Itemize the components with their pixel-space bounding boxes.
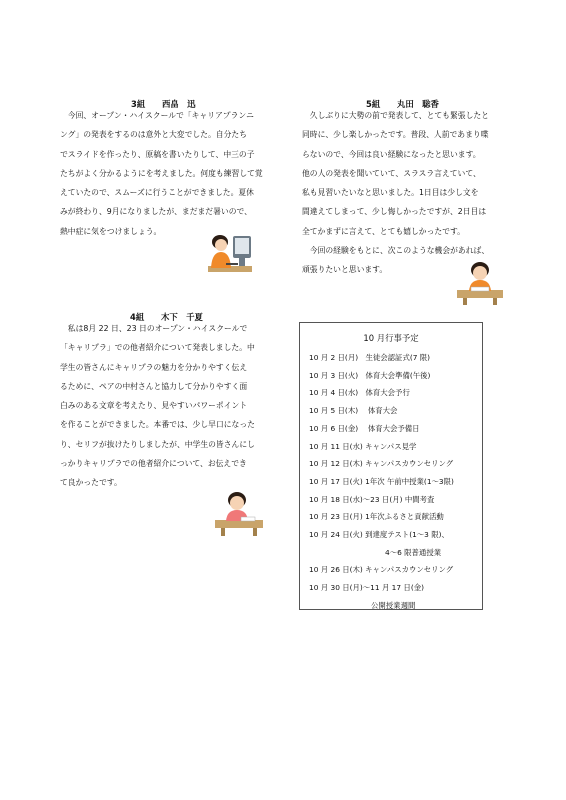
section4-line: 私は8月 22 日、23 日のオープン・ハイスクールで (60, 324, 248, 333)
section5-line: 私も見習いたいなと思いました。1日目は少し文を (302, 188, 479, 198)
section5-paragraph (302, 106, 489, 280)
schedule-row: 10 月 18 日(水)～23 日(月) 中間考査 (309, 494, 435, 504)
section3-line: みが終わり、9月になりましたが、まだまだ暑いので、 (60, 207, 252, 217)
section3-paragraph (60, 106, 263, 241)
section4-line: を作ることができました。本番では、少し早口になった (60, 420, 255, 430)
schedule-title: 10 月行事予定 (363, 333, 419, 343)
schedule-row-continued: 公開授業週間 (371, 600, 416, 610)
section3-line: えていたので、スムーズに行うことができました。夏休 (60, 188, 254, 198)
section4-paragraph (60, 319, 255, 493)
girl-studying-illustration-2 (213, 490, 265, 538)
section4-line: 学生の皆さんにキャリプラの魅力を分かりやすく伝え (60, 362, 248, 372)
section4-line: っかりキャリプラでの他者紹介について、お伝えでき (60, 459, 247, 469)
section5-heading: 5組 丸田 聡香 (366, 99, 439, 109)
boy-at-computer-illustration (206, 230, 254, 276)
schedule-row: 10 月 24 日(火) 到達度テスト(1～3 限)、 (309, 530, 449, 540)
schedule-row: 10 月 30 日(月)～11 月 17 日(金) (309, 583, 424, 593)
section3-line: でスライドを作ったり、原稿を書いたりして、中三の子 (60, 149, 255, 159)
schedule-row: 10 月 17 日(火) 1年次 午前中授業(1～3限) (309, 476, 454, 486)
section5-line: 同時に、少し楽しかったです。普段、人前であまり喋 (302, 130, 489, 140)
schedule-row: 10 月 6 日(金) 体育大会予備日 (309, 423, 420, 433)
section5-line: らないので、今回は良い経験になったと思います。 (302, 149, 481, 159)
section3-heading: 3組 西畠 迅 (131, 99, 196, 109)
section5-line: 全てかまずに言えて、とても嬉しかったです。 (302, 226, 465, 236)
section5-line: 他の人の発表を聞いていて、スラスラ言えていて、 (302, 168, 481, 178)
section5-line: 間違えてしまって、少し悔しかったですが、2日目は (302, 207, 487, 217)
section3-line: 熱中症に気をつけましょう。 (60, 226, 162, 236)
schedule-row: 10 月 4 日(水) 体育大会予行 (309, 388, 410, 398)
section4-heading: 4組 木下 千夏 (130, 312, 203, 322)
schedule-row: 10 月 3 日(火) 体育大会準備(午後) (309, 370, 431, 380)
schedule-row: 10 月 26 日(木) キャンパスカウンセリング (309, 565, 454, 575)
schedule-row: 10 月 23 日(月) 1年次ふるさと貢献活動 (309, 512, 444, 522)
girl-studying-illustration-1 (455, 260, 505, 306)
schedule-row-continued: 4～6 限普通授業 (385, 547, 442, 557)
section5-line: 久しぶりに大勢の前で発表して、とても緊張したと (302, 111, 489, 120)
schedule-box (299, 322, 483, 610)
section4-line: 「キャリプラ」での他者紹介について発表しました。中 (60, 343, 255, 353)
section3-line: 今回、オープン・ハイスクールで「キャリアプランニ (60, 111, 254, 120)
section3-line: ング」の発表をするのは意外と大変でした。自分たち (60, 130, 247, 140)
schedule-row: 10 月 5 日(木) 体育大会 (309, 406, 398, 416)
section4-line: 白みのある文章を考えたり、見やすいパワーポイント (60, 401, 248, 411)
schedule-row: 10 月 11 日(水) キャンパス見学 (309, 441, 417, 451)
schedule-row: 10 月 2 日(月) 生徒会認証式(7 限) (309, 353, 431, 362)
schedule-row: 10 月 12 日(木) キャンパスカウンセリング (309, 459, 454, 469)
section5-line: 今回の経験をもとに、次このような機会があれば、 (302, 246, 490, 256)
section4-line: り、セリフが抜けたりしましたが、中学生の皆さんにし (60, 439, 255, 449)
section4-line: て良かったです。 (60, 478, 122, 488)
section3-line: たちがよく分かるようにを考えました。何度も練習して覚 (60, 168, 263, 178)
section5-line: 頑張りたいと思います。 (302, 265, 388, 275)
schedule-list (309, 349, 454, 615)
section4-line: るために、ペアの中村さんと協力して分かりやすく面 (60, 381, 248, 391)
